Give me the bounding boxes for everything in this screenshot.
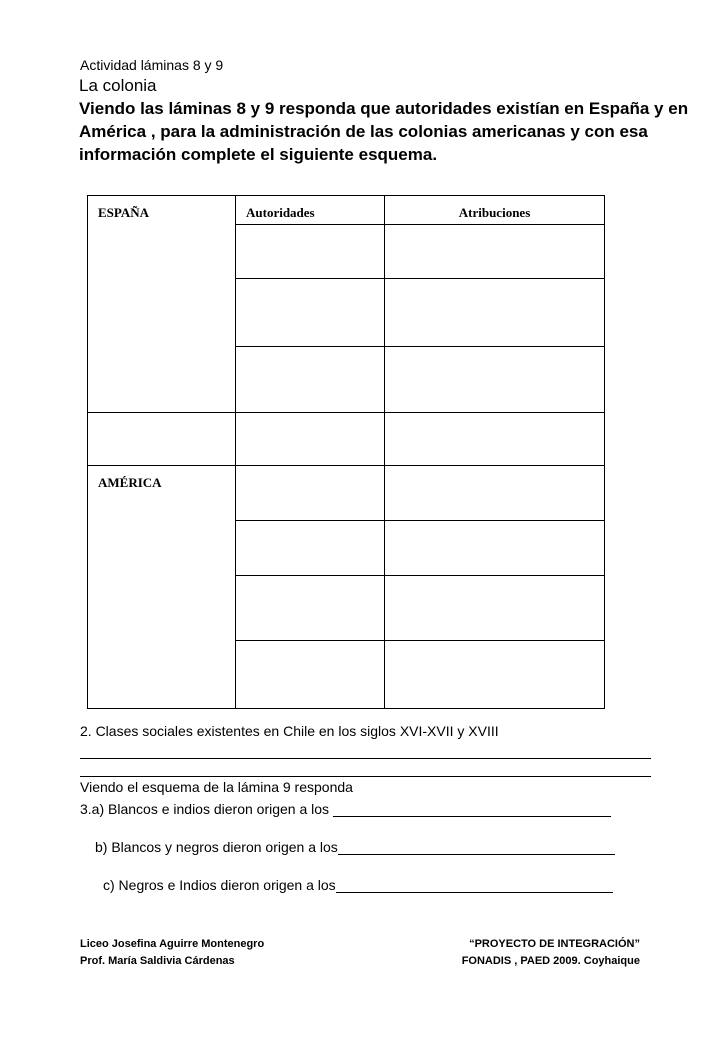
authority-answer-cell[interactable] (236, 521, 385, 576)
question-3a-text: 3.a) Blancos e indios dieron origen a los (80, 801, 333, 817)
authority-answer-cell[interactable] (236, 413, 385, 466)
answer-blank-3a[interactable] (333, 801, 611, 817)
activity-label: Actividad láminas 8 y 9 (80, 57, 224, 73)
attribution-answer-cell[interactable] (385, 521, 605, 576)
footer-funding: FONADIS , PAED 2009. Coyhaique (461, 955, 640, 967)
authority-answer-cell[interactable] (236, 576, 385, 641)
authority-answer-cell[interactable] (236, 641, 385, 709)
authorities-header-cell (236, 196, 385, 225)
attribution-answer-cell[interactable] (385, 413, 605, 466)
question-3b-text: b) Blancos y negros dieron origen a los (95, 839, 338, 855)
answer-blank-3c[interactable] (336, 877, 613, 893)
authorities-header: Autoridades (246, 205, 315, 220)
authorities-table (87, 195, 605, 709)
answer-line-q2-2[interactable] (80, 776, 651, 777)
question-3-intro: Viendo el esquema de la lámina 9 responda (80, 779, 353, 795)
attribution-answer-cell[interactable] (385, 347, 605, 413)
blank-region-cell (88, 413, 236, 466)
attribution-answer-cell[interactable] (385, 225, 605, 279)
attribution-answer-cell[interactable] (385, 279, 605, 347)
attribution-answer-cell[interactable] (385, 641, 605, 709)
attribution-answer-cell[interactable] (385, 576, 605, 641)
authority-answer-cell[interactable] (236, 466, 385, 521)
authority-answer-cell[interactable] (236, 347, 385, 413)
answer-blank-3b[interactable] (338, 839, 615, 855)
table-row (88, 413, 605, 466)
question-2: 2. Clases sociales existentes en Chile en los siglos XVI-XVII y XVIII (80, 723, 499, 739)
answer-line-q2-1[interactable] (80, 758, 651, 759)
question-3b (95, 839, 615, 855)
question-3a (80, 801, 611, 817)
authority-answer-cell[interactable] (236, 279, 385, 347)
attribution-answer-cell[interactable] (385, 466, 605, 521)
spain-region-cell (88, 196, 236, 413)
attributions-header-cell (385, 196, 605, 225)
question-3c-text: c) Negros e Indios dieron origen a los (103, 877, 336, 893)
america-region-cell (88, 466, 236, 709)
question-3c (103, 877, 613, 893)
table-header-row (88, 196, 605, 225)
america-label: AMÉRICA (98, 475, 162, 490)
footer-teacher: Prof. María Saldivia Cárdenas (80, 955, 235, 967)
spain-label: ESPAÑA (98, 205, 150, 220)
table-row (88, 466, 605, 521)
footer-school: Liceo Josefina Aguirre Montenegro (80, 938, 265, 950)
footer-project: “PROYECTO DE INTEGRACIÓN” (469, 938, 640, 950)
instruction-text: Viendo las láminas 8 y 9 responda que autoridades existían en España y en América , para la administración de las colonias americanas y con esa información complete el siguiente esquema. (79, 99, 689, 164)
attributions-header: Atribuciones (458, 205, 531, 220)
authority-answer-cell[interactable] (236, 225, 385, 279)
page-title: La colonia (79, 76, 157, 95)
